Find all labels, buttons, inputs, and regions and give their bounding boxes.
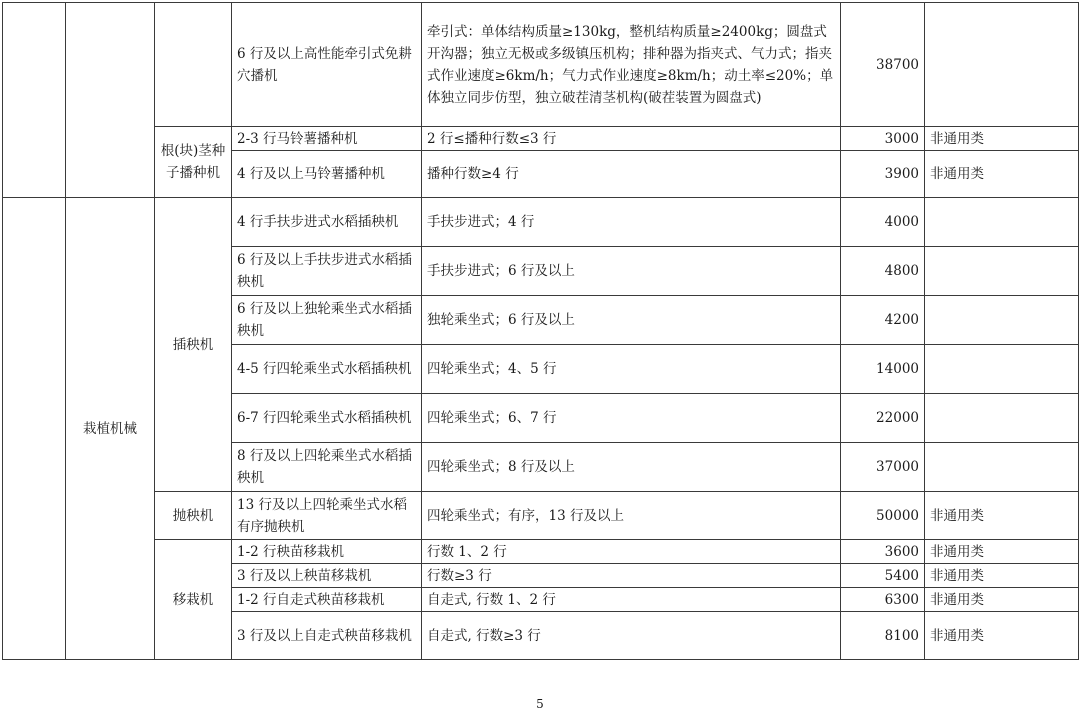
item-name: 13 行及以上四轮乘坐式水稻有序抛秧机 xyxy=(232,492,422,540)
item-features: 自走式, 行数 1、2 行 xyxy=(422,588,841,612)
blank-cell xyxy=(155,3,232,127)
item-price: 5400 xyxy=(841,564,925,588)
item-price: 4800 xyxy=(841,247,925,296)
item-price: 50000 xyxy=(841,492,925,540)
item-note xyxy=(925,3,1079,127)
item-price: 3600 xyxy=(841,540,925,564)
item-price: 8100 xyxy=(841,612,925,660)
item-features: 手扶步进式；4 行 xyxy=(422,198,841,247)
table-row xyxy=(3,540,1079,564)
table-row xyxy=(3,198,1079,247)
item-features: 播种行数≥4 行 xyxy=(422,151,841,198)
item-features: 手扶步进式；6 行及以上 xyxy=(422,247,841,296)
item-features: 四轮乘坐式；有序，13 行及以上 xyxy=(422,492,841,540)
item-note: 非通用类 xyxy=(925,612,1079,660)
item-name: 1-2 行自走式秧苗移栽机 xyxy=(232,588,422,612)
item-features: 四轮乘坐式；4、5 行 xyxy=(422,345,841,394)
item-features: 牵引式：单体结构质量≥130kg，整机结构质量≥2400kg；圆盘式开沟器；独立无极或多级镇压机构；排种器为指夹式、气力式；指夹式作业速度≥6km/h；气力式作业速度≥8km/h；动土率≤20%；单体独立同步仿型，独立破茬清茎机构(破茬装置为圆盘式) xyxy=(422,3,841,127)
blank-cell xyxy=(3,3,66,198)
item-price: 6300 xyxy=(841,588,925,612)
blank-cell xyxy=(66,3,155,198)
item-features: 2 行≤播种行数≤3 行 xyxy=(422,127,841,151)
category-transplanting-machinery: 栽植机械 xyxy=(66,198,155,660)
item-name: 6-7 行四轮乘坐式水稻插秧机 xyxy=(232,394,422,443)
item-features: 行数≥3 行 xyxy=(422,564,841,588)
item-price: 3000 xyxy=(841,127,925,151)
blank-cell xyxy=(3,198,66,660)
subcategory-seedling-transplanter: 移栽机 xyxy=(155,540,232,660)
item-price: 22000 xyxy=(841,394,925,443)
item-note xyxy=(925,394,1079,443)
item-price: 37000 xyxy=(841,443,925,492)
item-note: 非通用类 xyxy=(925,127,1079,151)
item-name: 4-5 行四轮乘坐式水稻插秧机 xyxy=(232,345,422,394)
item-features: 自走式, 行数≥3 行 xyxy=(422,612,841,660)
item-note: 非通用类 xyxy=(925,492,1079,540)
item-features: 四轮乘坐式；8 行及以上 xyxy=(422,443,841,492)
item-name: 3 行及以上秧苗移栽机 xyxy=(232,564,422,588)
item-features: 行数 1、2 行 xyxy=(422,540,841,564)
item-features: 四轮乘坐式；6、7 行 xyxy=(422,394,841,443)
subcategory-rice-thrower: 抛秧机 xyxy=(155,492,232,540)
item-name: 1-2 行秧苗移栽机 xyxy=(232,540,422,564)
item-note xyxy=(925,296,1079,345)
table-row xyxy=(3,3,1079,127)
item-note: 非通用类 xyxy=(925,564,1079,588)
item-name: 3 行及以上自走式秧苗移栽机 xyxy=(232,612,422,660)
item-price: 14000 xyxy=(841,345,925,394)
item-note xyxy=(925,247,1079,296)
item-name: 4 行及以上马铃薯播种机 xyxy=(232,151,422,198)
subcategory-rice-transplanter: 插秧机 xyxy=(155,198,232,492)
item-name: 6 行及以上独轮乘坐式水稻插秧机 xyxy=(232,296,422,345)
item-name: 8 行及以上四轮乘坐式水稻插秧机 xyxy=(232,443,422,492)
item-note xyxy=(925,198,1079,247)
table-row xyxy=(3,492,1079,540)
item-name: 6 行及以上手扶步进式水稻插秧机 xyxy=(232,247,422,296)
table-row xyxy=(3,127,1079,151)
item-note: 非通用类 xyxy=(925,151,1079,198)
item-name: 2-3 行马铃薯播种机 xyxy=(232,127,422,151)
item-note: 非通用类 xyxy=(925,588,1079,612)
item-price: 4200 xyxy=(841,296,925,345)
item-price: 3900 xyxy=(841,151,925,198)
subcategory-tuber-seeder: 根(块)茎种子播种机 xyxy=(155,127,232,198)
item-name: 4 行手扶步进式水稻插秧机 xyxy=(232,198,422,247)
item-note: 非通用类 xyxy=(925,540,1079,564)
item-price: 4000 xyxy=(841,198,925,247)
item-features: 独轮乘坐式；6 行及以上 xyxy=(422,296,841,345)
item-note xyxy=(925,443,1079,492)
page-number: 5 xyxy=(536,697,544,711)
item-note xyxy=(925,345,1079,394)
item-name: 6 行及以上高性能牵引式免耕穴播机 xyxy=(232,3,422,127)
item-price: 38700 xyxy=(841,3,925,127)
subsidy-table xyxy=(2,2,1079,660)
